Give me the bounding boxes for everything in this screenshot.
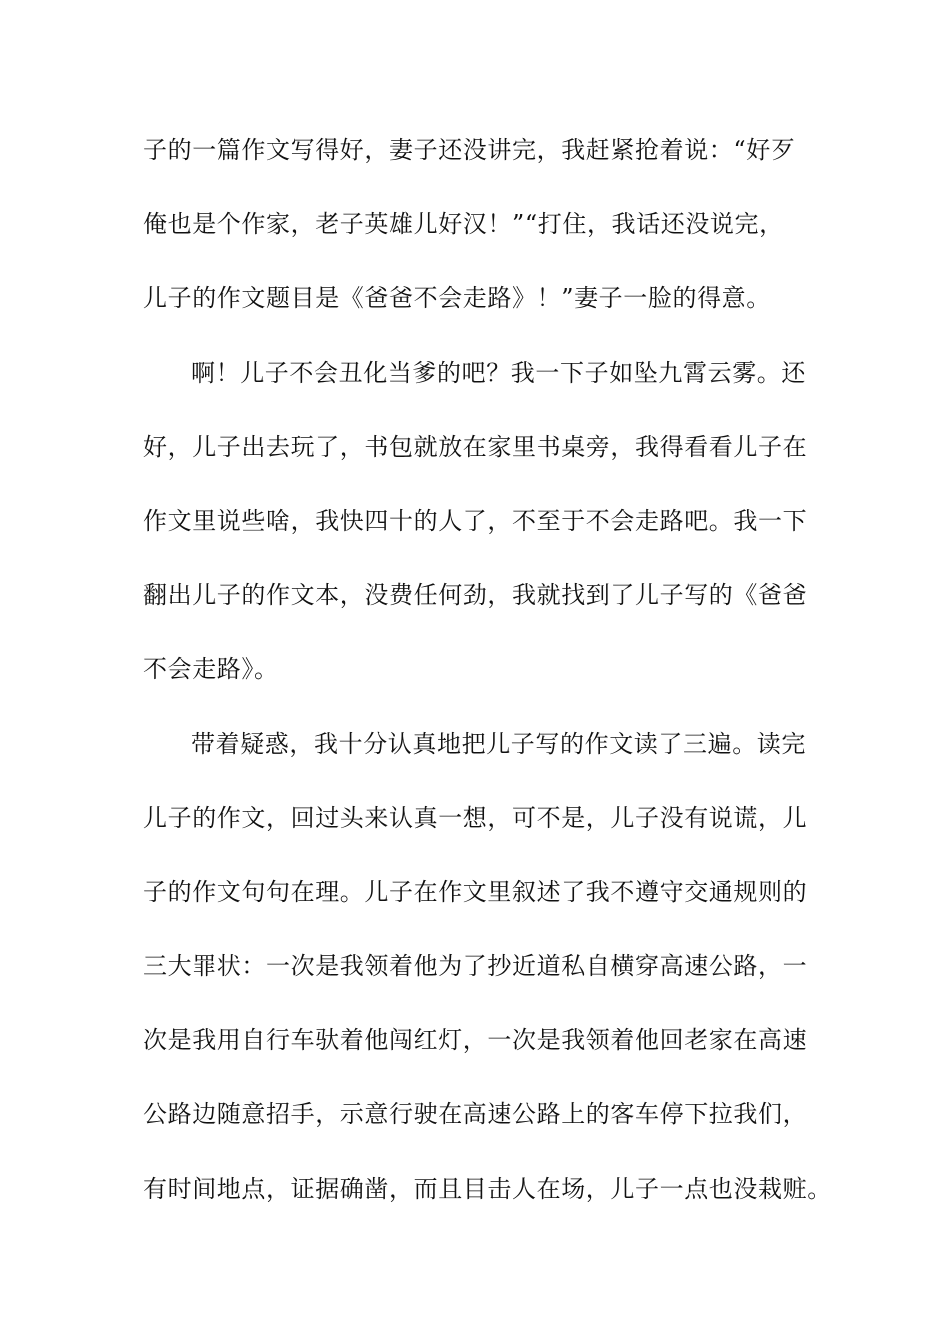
text-line-13: 次是我用自行车驮着他闯红灯，一次是我领着他回老家在高速 xyxy=(143,1026,808,1055)
text-line-11: 子的作文句句在理。儿子在作文里叙述了我不遵守交通规则的 xyxy=(143,877,808,906)
text-line-14: 公路边随意招手，示意行驶在高速公路上的客车停下拉我们， xyxy=(143,1100,808,1129)
text-line-6: 作文里说些啥，我快四十的人了，不至于不会走路吧。我一下 xyxy=(143,506,808,535)
text-line-1: 子的一篇作文写得好，妻子还没讲完，我赶紧抢着说：“好歹 xyxy=(143,136,796,164)
text-line-12: 三大罪状：一次是我领着他为了抄近道私自横穿高速公路，一 xyxy=(143,952,808,981)
text-line-2: 俺也是个作家，老子英雄儿好汉！”“打住，我话还没说完， xyxy=(143,210,784,239)
text-line-7: 翻出儿子的作文本，没费任何劲，我就找到了儿子写的《爸爸 xyxy=(143,581,808,610)
text-line-8: 不会走路》。 xyxy=(143,655,279,684)
text-line-3: 儿子的作文题目是《爸爸不会走路》！”妻子一脸的得意。 xyxy=(143,284,771,313)
paragraph-start-line-9: 带着疑惑，我十分认真地把儿子写的作文读了三遍。读完 xyxy=(191,729,806,758)
paragraph-start-line-4: 啊！儿子不会丑化当爹的吧？我一下子如坠九霄云雾。还 xyxy=(191,358,806,387)
text-line-15: 有时间地点，证据确凿，而且目击人在场，儿子一点也没栽赃。 xyxy=(143,1174,832,1203)
text-line-5: 好，儿子出去玩了，书包就放在家里书桌旁，我得看看儿子在 xyxy=(143,432,808,461)
body-text xyxy=(143,125,832,1238)
text-line-10: 儿子的作文，回过头来认真一想，可不是，儿子没有说谎，儿 xyxy=(143,803,808,832)
